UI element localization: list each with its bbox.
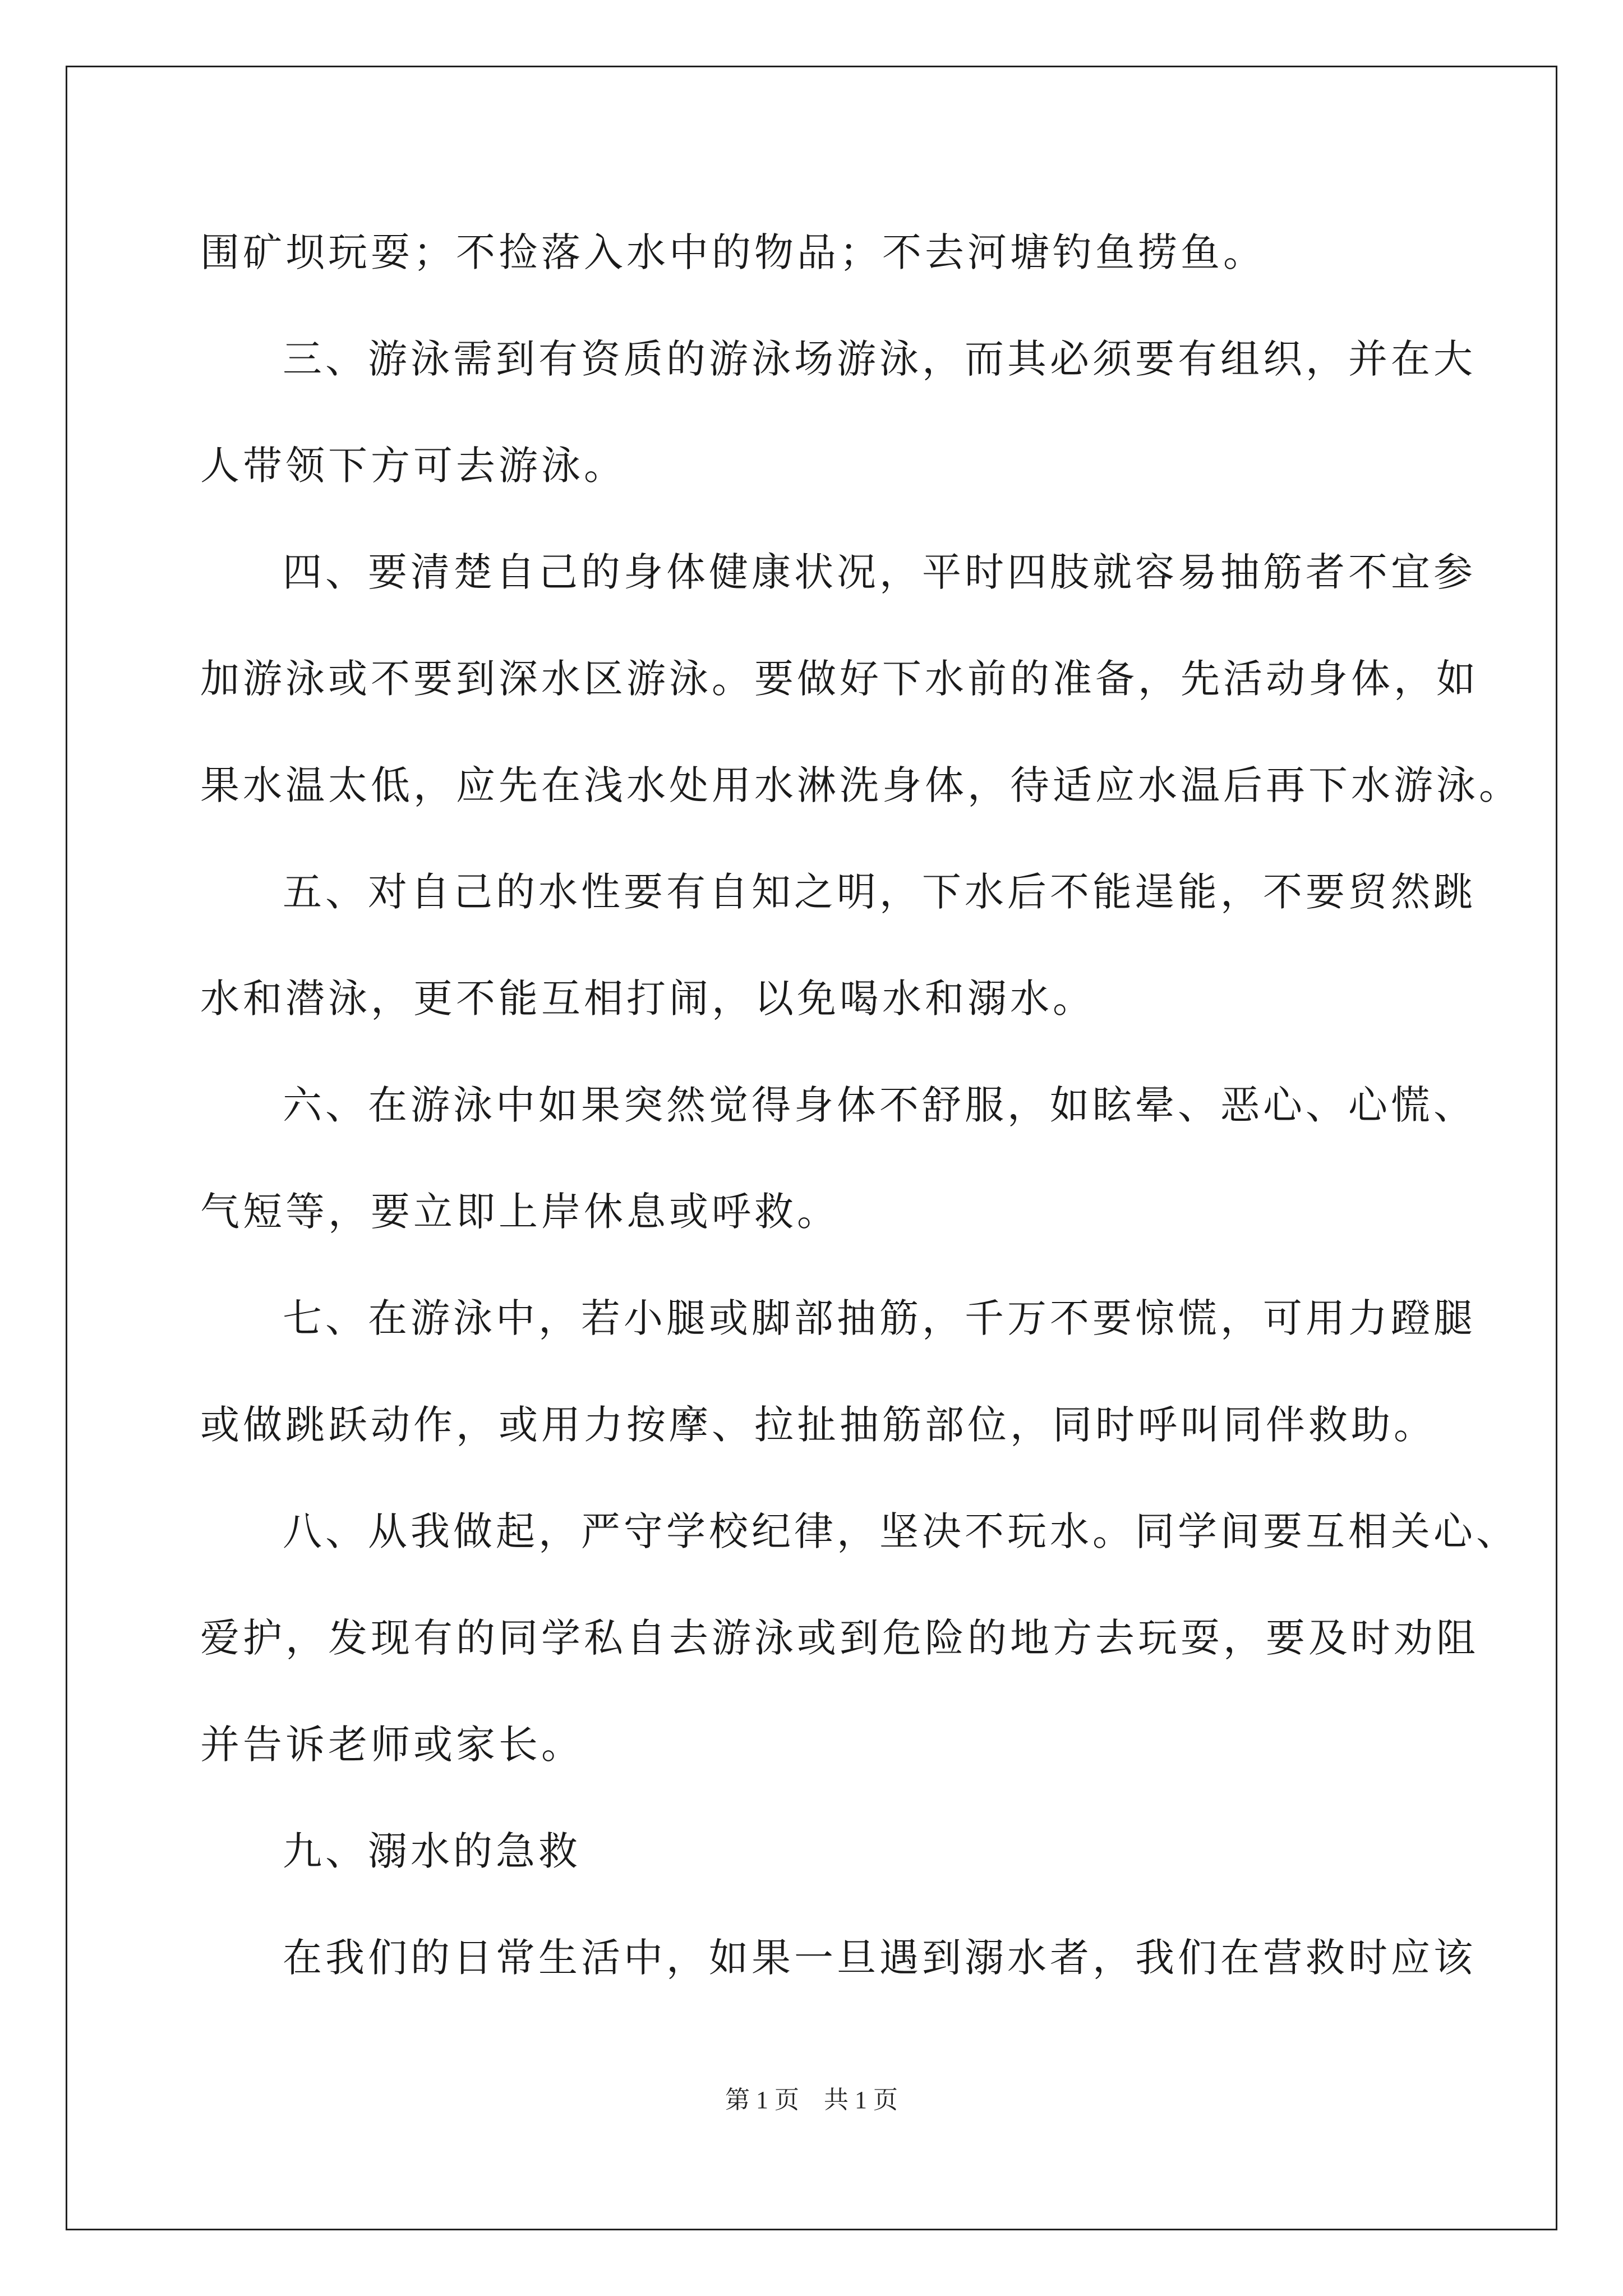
- text-line: 爱护，发现有的同学私自去游泳或到危险的地方去玩耍，要及时劝阻: [200, 1615, 1479, 1661]
- text-line: 果水温太低，应先在浅水处用水淋洗身体，待适应水温后再下水游泳。: [200, 762, 1521, 808]
- text-line: 在我们的日常生活中，如果一旦遇到溺水者，我们在营救时应该: [283, 1935, 1476, 1981]
- page-number-footer: 第 1 页 共 1 页: [725, 2086, 898, 2114]
- text-line: 八、从我做起，严守学校纪律，坚决不玩水。同学间要互相关心、: [283, 1508, 1519, 1554]
- text-line: 并告诉老师或家长。: [200, 1722, 584, 1768]
- text-line: 七、在游泳中，若小腿或脚部抽筋，千万不要惊慌，可用力蹬腿: [283, 1295, 1476, 1341]
- text-line: 六、在游泳中如果突然觉得身体不舒服，如眩晕、恶心、心慌、: [283, 1082, 1476, 1128]
- text-line: 五、对自己的水性要有自知之明，下水后不能逞能，不要贸然跳: [283, 869, 1476, 915]
- page-border: [66, 66, 1557, 2230]
- text-line: 气短等，要立即上岸休息或呼救。: [200, 1189, 840, 1235]
- text-line: 四、要清楚自己的身体健康状况，平时四肢就容易抽筋者不宜参: [283, 549, 1476, 595]
- text-line: 水和潜泳，更不能互相打闹，以免喝水和溺水。: [200, 976, 1095, 1022]
- text-line: 人带领下方可去游泳。: [200, 443, 626, 489]
- text-line: 三、游泳需到有资质的游泳场游泳，而其必须要有组织，并在大: [283, 336, 1476, 382]
- text-line: 加游泳或不要到深水区游泳。要做好下水前的准备，先活动身体，如: [200, 656, 1479, 702]
- text-line: 或做跳跃动作，或用力按摩、拉扯抽筋部位，同时呼叫同伴救助。: [200, 1402, 1436, 1448]
- text-line: 围矿坝玩耍；不捡落入水中的物品；不去河塘钓鱼捞鱼。: [200, 229, 1266, 275]
- text-line: 九、溺水的急救: [283, 1828, 581, 1874]
